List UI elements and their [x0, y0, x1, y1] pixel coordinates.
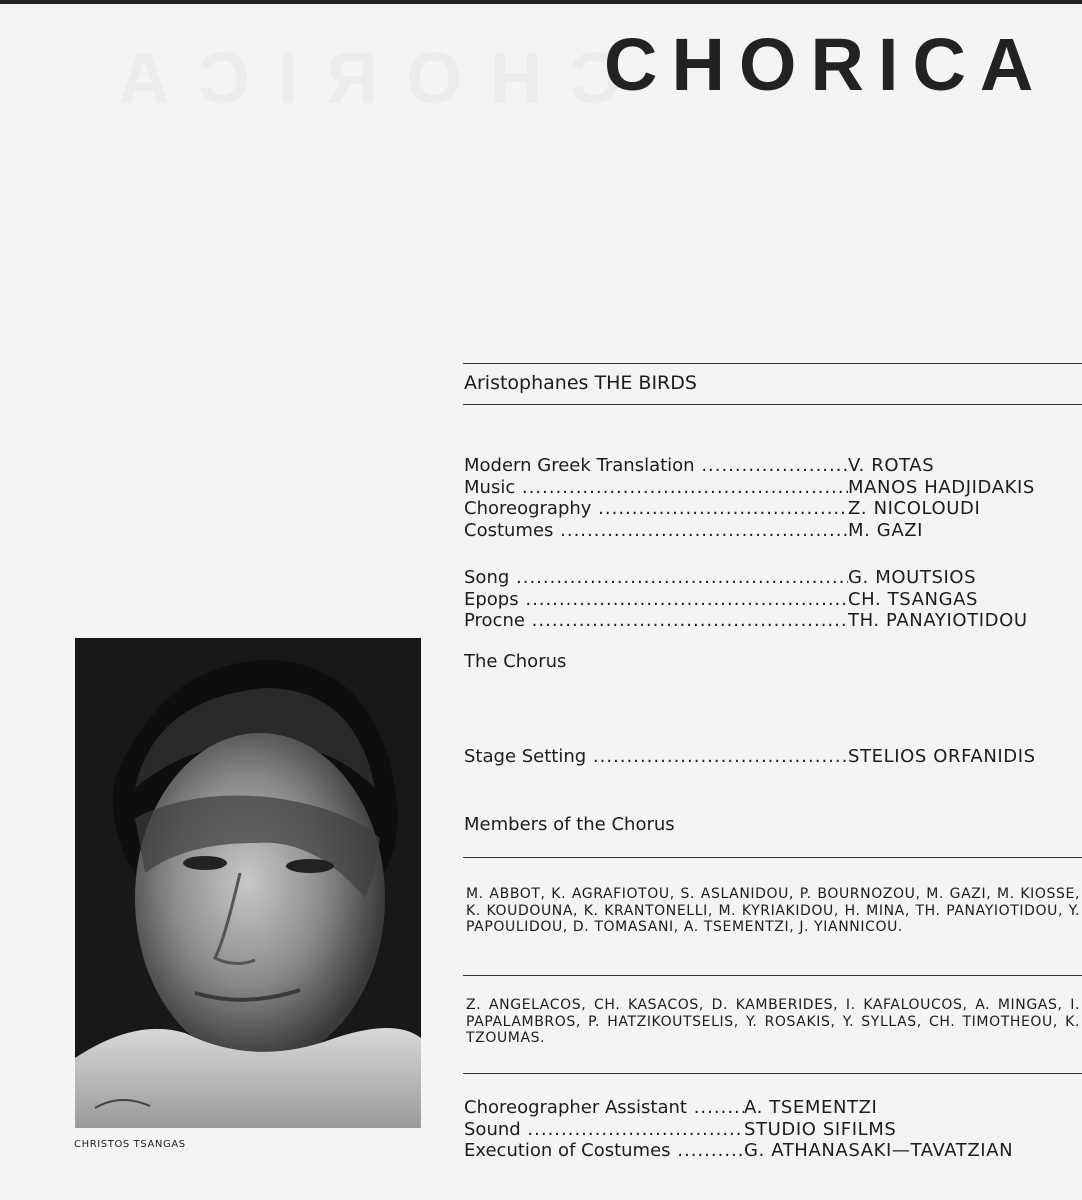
- photo-caption: CHRISTOS TSANGAS: [74, 1139, 186, 1150]
- credit-name: MANOS HADJIDAKIS: [848, 476, 1035, 498]
- credit-name: V. ROTAS: [848, 455, 935, 476]
- credit-role: Song .....: [464, 567, 848, 589]
- credit-name: TH. PANAYIOTIDOU: [848, 610, 1028, 631]
- credit-row: [464, 567, 1028, 589]
- credit-row: [464, 1140, 1013, 1162]
- credit-name: G. ATHANASAKI—TAVATZIAN: [744, 1140, 1014, 1161]
- chorus-heading: The Chorus: [464, 651, 567, 672]
- credit-role: Epops .....: [464, 589, 848, 611]
- top-border: [0, 0, 1082, 4]
- divider: [463, 857, 1082, 858]
- credit-row: [464, 589, 1028, 611]
- credit-name: Z. NICOLOUDI: [848, 498, 981, 519]
- credit-role: Sound .....: [464, 1119, 744, 1141]
- portrait-illustration: [75, 638, 421, 1128]
- page-title: CHORICA: [604, 23, 1048, 106]
- credits-cast: [464, 567, 1028, 632]
- credit-row: [464, 746, 1036, 768]
- portrait-photo: [75, 638, 421, 1128]
- credit-row: [464, 520, 1035, 542]
- show-through-title: CHORICA: [90, 39, 622, 119]
- divider: [463, 363, 1082, 364]
- credit-name: STELIOS ORFANIDIS: [848, 746, 1036, 767]
- credit-role: Execution of Costumes .....: [464, 1140, 744, 1162]
- credit-row: [464, 610, 1028, 632]
- credit-row: [464, 1097, 1013, 1119]
- members-female-list: M. ABBOT, K. AGRAFIOTOU, S. ASLANIDOU, P. BOURNOZOU, M. GAZI, M. KIOSSE, K. KOUDOUNA, K. KRANTONELLI, M. KYRIAKIDOU, H. MINA, TH. PANAYIOTIDOU, Y. PAPOULIDOU, D. TOMASANI, A. TSEMENTZI, J. YIANNICOU.: [466, 886, 1080, 935]
- credit-role: Music .....: [464, 477, 848, 499]
- divider: [463, 404, 1082, 405]
- members-heading: Members of the Chorus: [464, 814, 675, 835]
- credits-stage: [464, 746, 1036, 768]
- credit-role: Procne .....: [464, 610, 848, 632]
- credit-role: Stage Setting .....: [464, 746, 848, 768]
- members-male-list: Z. ANGELACOS, CH. KASACOS, D. KAMBERIDES, I. KAFALOUCOS, A. MINGAS, I. PAPALAMBROS, P. HATZIKOUTSELIS, Y. ROSAKIS, Y. SYLLAS, CH. TIMOTHEOU, K. TZOUMAS.: [466, 997, 1080, 1046]
- credit-name: A. TSEMENTZI: [744, 1097, 878, 1118]
- play-title: Aristophanes THE BIRDS: [464, 372, 697, 394]
- credit-row: [464, 498, 1035, 520]
- credit-role: Modern Greek Translation .....: [464, 455, 848, 477]
- credit-role: Choreography .....: [464, 498, 848, 520]
- credit-row: [464, 1119, 1013, 1141]
- credit-name: G. MOUTSIOS: [848, 567, 977, 588]
- credit-name: M. GAZI: [848, 519, 924, 541]
- credit-name: CH. TSANGAS: [848, 588, 979, 610]
- credit-role: Costumes .....: [464, 520, 848, 542]
- credit-role: Choreographer Assistant .....: [464, 1097, 744, 1119]
- divider: [463, 975, 1082, 976]
- credit-name: STUDIO SIFILMS: [744, 1118, 897, 1140]
- credit-row: [464, 455, 1035, 477]
- divider: [463, 1073, 1082, 1074]
- credits-creative: [464, 455, 1035, 541]
- credits-technical: [464, 1097, 1013, 1162]
- credit-row: [464, 477, 1035, 499]
